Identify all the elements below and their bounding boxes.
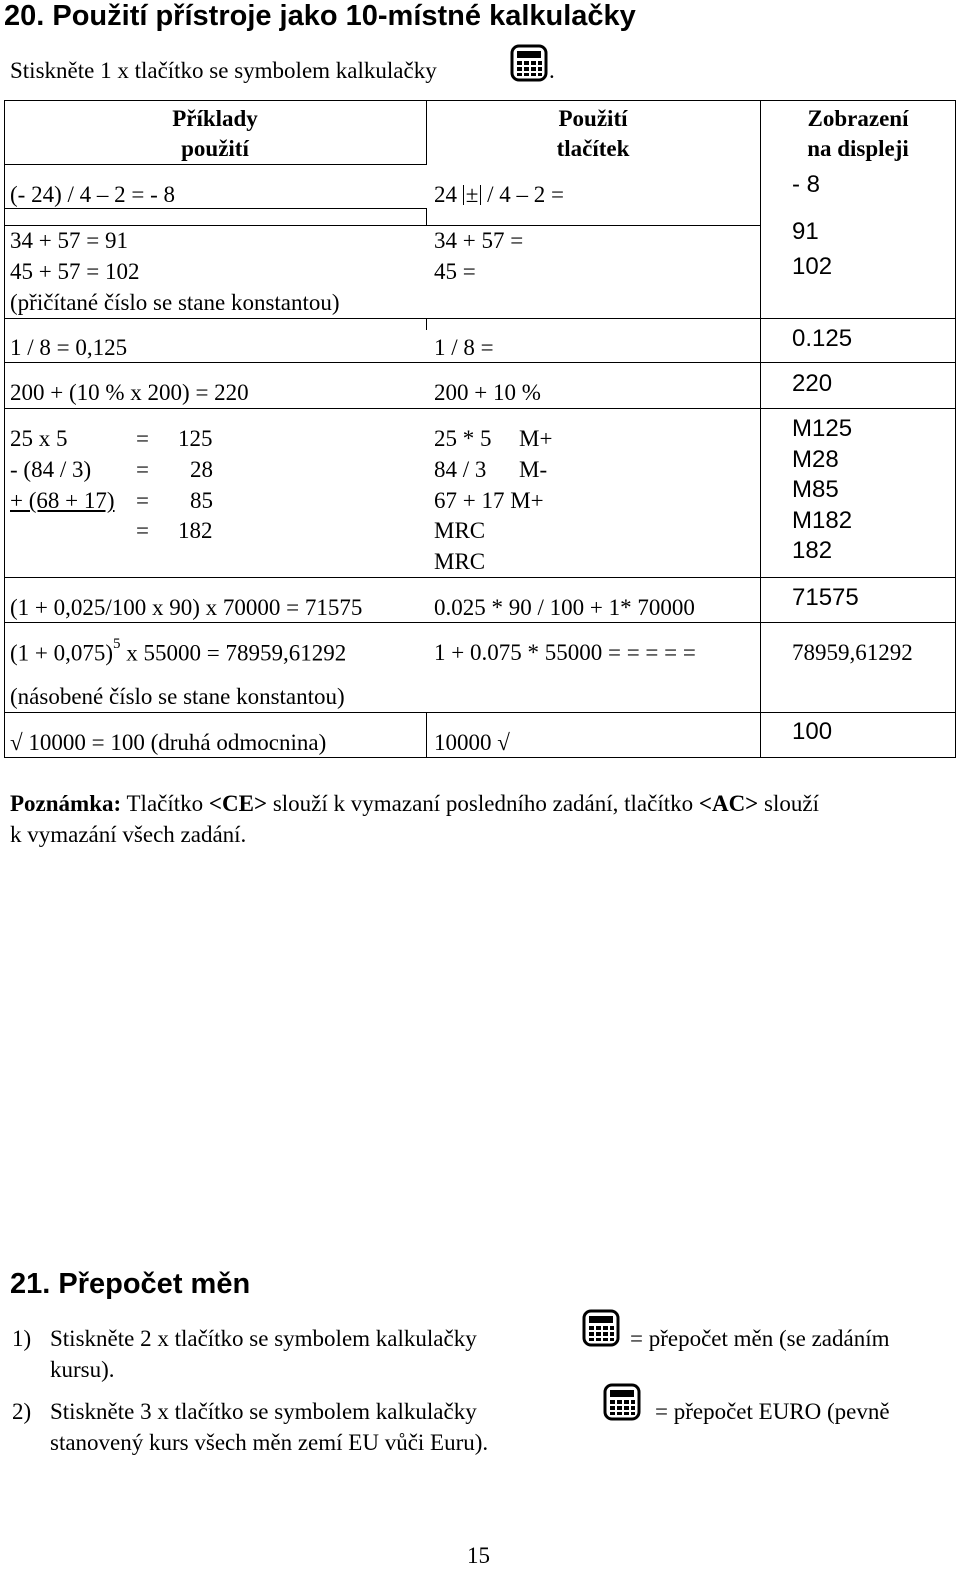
table-right-border — [955, 100, 956, 758]
row6-example: (1 + 0,025/100 x 90) x 70000 = 71575 — [10, 595, 363, 620]
row5-keys-5: MRC — [434, 549, 486, 574]
row5-example-1a: 25 x 5 — [10, 426, 68, 451]
table-top-border — [4, 100, 956, 101]
item1-text-c: kursu). — [50, 1357, 115, 1382]
row2-keys-2: 45 = — [434, 259, 476, 284]
row5-keys-2b: M- — [519, 457, 548, 482]
row4-display: 220 — [792, 370, 833, 397]
row-separator — [4, 225, 761, 226]
note-text-3: slouží — [758, 791, 819, 816]
row5-example-4c: 182 — [178, 518, 213, 543]
row8-example: √ 10000 = 100 (druhá odmocnina) — [10, 730, 327, 755]
row1-display: - 8 — [792, 171, 821, 198]
row5-display-3: M85 — [792, 476, 839, 503]
row7-example-1 — [10, 636, 347, 667]
row5-example-4b: = — [136, 518, 149, 543]
row5-example-3b: = — [136, 488, 149, 513]
plus-minus-key: ± — [463, 185, 482, 205]
row3-keys: 1 / 8 = — [434, 335, 494, 360]
row2-example-2: 45 + 57 = 102 — [10, 259, 140, 284]
row-separator — [4, 208, 427, 209]
note-text-2: slouží k vymazaní posledního zadání, tlačítko — [267, 791, 699, 816]
row-separator — [4, 577, 956, 578]
row3-example: 1 / 8 = 0,125 — [10, 335, 128, 360]
item2-text-a: Stiskněte 3 x tlačítko se symbolem kalkulačky — [50, 1399, 477, 1424]
note-ce-key: <CE> — [208, 791, 268, 816]
row-separator — [4, 164, 427, 165]
row5-example-3a: + (68 + 17) — [10, 488, 115, 513]
calculator-icon — [603, 1383, 641, 1421]
row2-example-3: (přičítané číslo se stane konstantou) — [10, 290, 340, 315]
col-divider-1 — [426, 318, 427, 330]
row6-display: 71575 — [792, 584, 859, 611]
section-20-title: 20. Použití přístroje jako 10-místné kalkulačky — [4, 0, 636, 32]
row5-display-2: M28 — [792, 446, 839, 473]
note-ac-key: <AC> — [698, 791, 759, 816]
row-separator — [4, 712, 956, 713]
row3-display: 0.125 — [792, 325, 853, 352]
item1-number: 1) — [12, 1326, 32, 1351]
header-display-line1: Zobrazení — [807, 106, 909, 131]
row1-example: (- 24) / 4 – 2 = - 8 — [10, 182, 175, 207]
row5-example-2b: = — [136, 457, 149, 482]
header-examples-line2: použití — [181, 136, 249, 161]
row-separator — [4, 318, 761, 319]
row7-example-1b: x 55000 = 78959,61292 — [120, 640, 347, 666]
row8-display: 100 — [792, 718, 833, 745]
col-divider-1 — [426, 208, 427, 226]
row-separator — [4, 362, 956, 363]
col-divider-2 — [760, 100, 761, 758]
note-text-1: Tlačítko — [121, 791, 209, 816]
header-display-line2: na displeji — [807, 136, 909, 161]
item1-text-b: = přepočet měn (se zadáním — [630, 1326, 890, 1351]
row6-keys: 0.025 * 90 / 100 + 1* 70000 — [434, 595, 695, 620]
intro-text: Stiskněte 1 x tlačítko se symbolem kalkulačky — [10, 58, 437, 83]
row1-keys-a: 24 — [434, 182, 457, 207]
row4-keys: 200 + 10 % — [434, 380, 541, 405]
row5-example-3 — [10, 488, 217, 514]
row5-keys-3: 67 + 17 M+ — [434, 488, 544, 513]
row2-example-1: 34 + 57 = 91 — [10, 228, 128, 253]
row7-exponent: 5 — [113, 636, 121, 652]
page-number: 15 — [467, 1543, 490, 1568]
row5-example-3c: 85 — [190, 488, 213, 513]
row7-example-1a: (1 + 0,075) — [10, 640, 114, 666]
table-bottom-border — [4, 757, 956, 758]
row5-example-2c: 28 — [190, 457, 213, 482]
note-label: Poznámka: — [10, 791, 122, 816]
col-divider-1 — [426, 712, 427, 758]
item2-number: 2) — [12, 1399, 32, 1424]
header-keys-line2: tlačítek — [556, 136, 630, 161]
row-separator — [4, 622, 956, 623]
row5-display-5: 182 — [792, 537, 833, 564]
row-separator — [4, 408, 956, 409]
row5-keys-1b: M+ — [519, 426, 553, 451]
row5-keys-2a: 84 / 3 — [434, 457, 487, 482]
header-keys-line1: Použití — [558, 106, 628, 131]
row1-keys-c: / 4 – 2 = — [487, 182, 564, 207]
row2-display-2: 102 — [792, 253, 833, 280]
row7-keys: 1 + 0.075 * 55000 = = = = = — [434, 640, 696, 665]
row5-keys-4: MRC — [434, 518, 486, 543]
calculator-icon — [510, 44, 548, 82]
row8-keys: 10000 √ — [434, 730, 510, 755]
row5-keys-1a: 25 * 5 — [434, 426, 492, 451]
row5-example-1c: 125 — [178, 426, 213, 451]
row5-example-2a: - (84 / 3) — [10, 457, 92, 482]
header-examples-line1: Příklady — [172, 106, 258, 131]
item1-text-a: Stiskněte 2 x tlačítko se symbolem kalkulačky — [50, 1326, 477, 1351]
table-left-border — [4, 100, 5, 758]
row5-display-4: M182 — [792, 507, 853, 534]
row1-keys — [434, 182, 564, 208]
row7-display: 78959,61292 — [792, 640, 913, 665]
section-21-title: 21. Přepočet měn — [10, 1268, 251, 1300]
item2-text-b: = přepočet EURO (pevně — [655, 1399, 890, 1424]
calculator-icon — [582, 1309, 620, 1347]
row-separator — [760, 318, 956, 319]
note-line-1 — [10, 791, 950, 817]
row7-example-2: (násobené číslo se stane konstantou) — [10, 684, 345, 709]
row5-display-1: M125 — [792, 415, 853, 442]
row2-keys-1: 34 + 57 = — [434, 228, 524, 253]
row5-example-1b: = — [136, 426, 149, 451]
note-line-2: k vymazání všech zadání. — [10, 822, 247, 847]
row2-display-1: 91 — [792, 218, 819, 245]
item2-text-c: stanovený kurs všech měn zemí EU vůči Euru). — [50, 1430, 489, 1455]
intro-period: . — [549, 58, 555, 83]
row4-example: 200 + (10 % x 200) = 220 — [10, 380, 249, 405]
